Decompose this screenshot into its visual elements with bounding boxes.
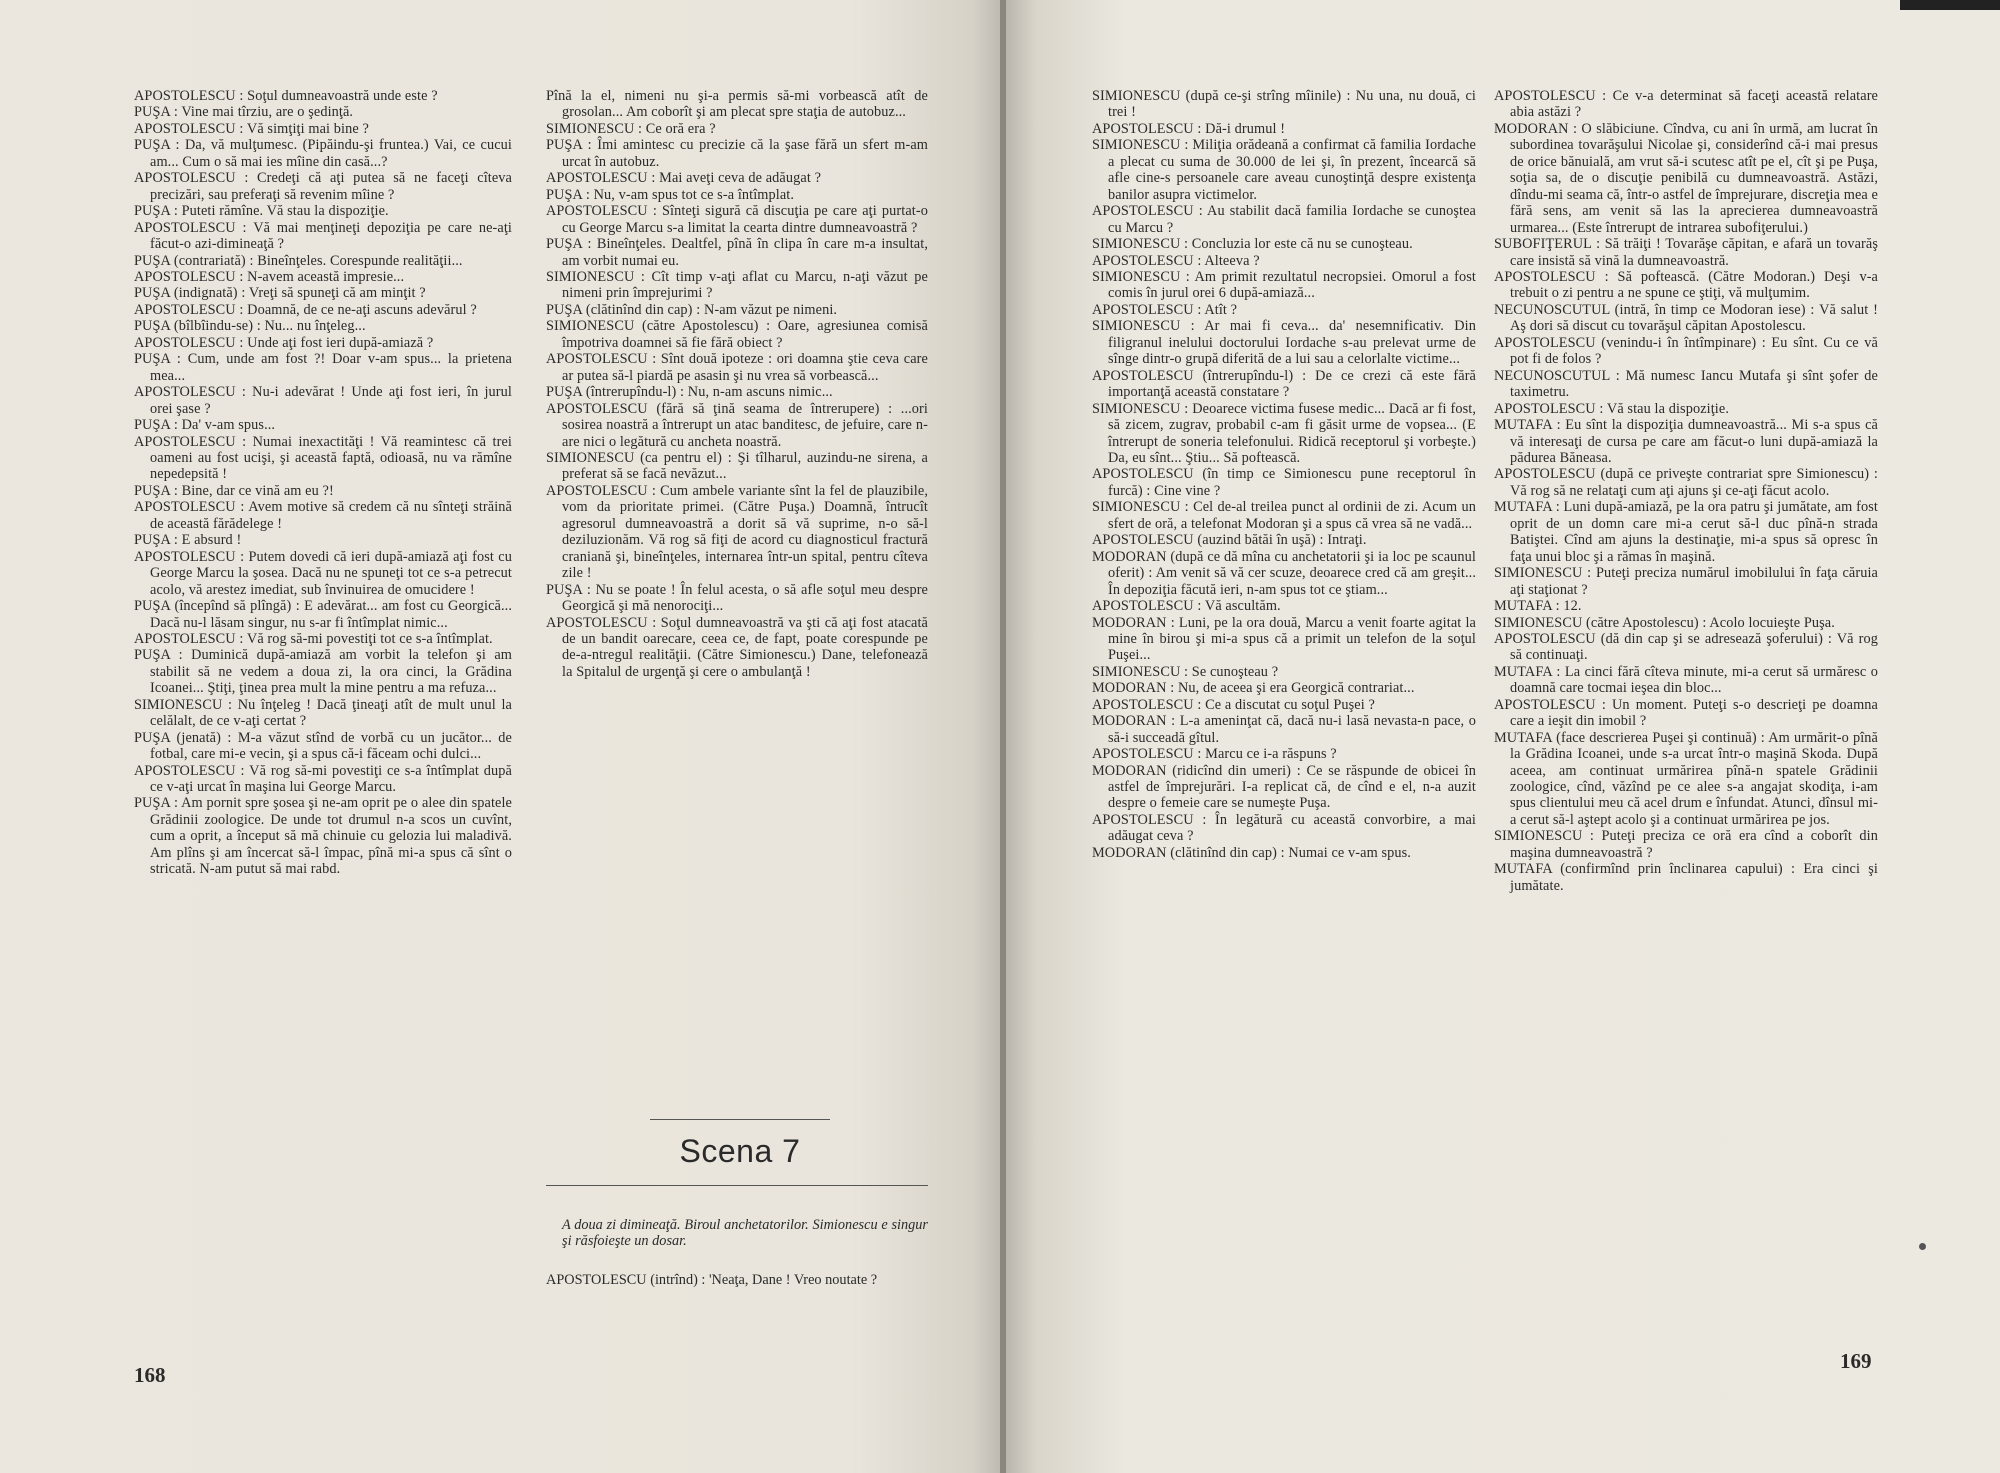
dialogue-line: APOSTOLESCU : Un moment. Puteţi s-o descrieţi pe doamna care a ieşit din imobil ? [1494, 696, 1878, 730]
dialogue-line: PUŞA : Da, vă mulţumesc. (Pipăindu-şi fruntea.) Vai, ce cucui am... Cum o să mai ies mîine din casă...? [134, 137, 512, 170]
dialogue-line: SIMIONESCU (după ce-şi strîng mîinile) : Nu una, nu două, ci trei ! [1092, 88, 1476, 121]
dialogue-line: APOSTOLESCU : Soţul dumneavoastră va şti că aţi fost atacată de un bandit oarecare, ceea ce, de fapt, poate corespunde pe de-a-ntregul realităţii. (Către Simionescu.) Dane, telefonează la Spitalul de urgenţă şi cere o ambulanţă ! [546, 614, 928, 680]
dialogue-line: PUŞA : Nu se poate ! În felul acesta, o să afle soţul meu despre Georgică şi mă nenorociţi... [546, 581, 928, 615]
page-number-right: 169 [1840, 1349, 1872, 1373]
dialogue-line: APOSTOLESCU : Putem dovedi că ieri după-amiază aţi fost cu George Marcu la şosea. Dacă nu ne spuneţi tot ce s-a petrecut acolo, vă arestez imediat, sub învinuirea de omucidere ! [134, 548, 512, 598]
dialogue-line: SIMIONESCU : Ce oră era ? [546, 120, 716, 137]
dialogue-line: SIMIONESCU : Am primit rezultatul necropsiei. Omorul a fost comis în jurul orei 6 după-amiază... [1092, 268, 1476, 302]
dialogue-line: APOSTOLESCU (întrerupîndu-l) : De ce crezi că este fără importanţă această constatare ? [1092, 367, 1476, 401]
dialogue-line: APOSTOLESCU : Să poftească. (Către Modoran.) Deşi v-a trebuit o zi pentru a ne spune ce ştiţi, vă mulţumim. [1494, 268, 1878, 302]
dialogue-line: SUBOFIŢERUL : Să trăiţi ! Tovarăşe căpitan, e afară un tovarăş care insistă să vină la dumneavoastră. [1494, 236, 1878, 269]
dialogue-line: MUTAFA (face descrierea Puşei şi continuă) : Am urmărit-o pînă la Grădina Icoanei, unde s-a urcat într-o maşină Skoda. După aceea, am continuat urmărirea pînă-n spatele Grădinii zoologice, cînd, văzînd pe ce alee s-a angajat skodiţa, i-am spus clientului meu că acel drum e înfundat. Atunci, dînsul mi-a cerut să-l aştept acolo şi a continuat urmărirea pe jos. [1494, 729, 1878, 828]
dialogue-line: MUTAFA : Luni după-amiază, pe la ora patru şi jumătate, am fost oprit de un domn care mi-a cerut să-l duc pînă-n strada Batiştei. Cînd am ajuns la destinaţie, mi-a spus să opresc în faţa unui bloc şi a rămas în maşină. [1494, 499, 1878, 565]
right-column-1 [1092, 88, 1476, 861]
dialogue-line: APOSTOLESCU : Sînteţi sigură că discuţia pe care aţi purtat-o cu George Marcu s-a limitat la cearta dintre dumneavoastră ? [546, 203, 928, 236]
dialogue-line: SIMIONESCU (către Apostolescu) : Oare, agresiunea comisă împotriva doamnei să fie fără obiect ? [546, 318, 928, 351]
dialogue-line: SIMIONESCU : Miliţia orădeană a confirmat că familia Iordache a plecat cu suma de 30.000 de lei şi, în prezent, încearcă să afle cine-s persoanele care aveau cunoştinţă despre existenţa banilor asupra victimelor. [1092, 137, 1476, 203]
scene-7-text [546, 1217, 928, 1288]
dialogue-line: MODORAN : O slăbiciune. Cîndva, cu ani în urmă, am lucrat în subordinea tovarăşului Nicolae şi, considerînd că-i mai presus de orice bănuială, am vrut să-i scutesc atît pe el, cît şi pe Puşa, soţia sa, de o discuţie penibilă cu dumneavoastră. Astăzi, dîndu-mi seama că, într-o astfel de împrejurare, discreţia mea e fără sens, am venit să las la aprecierea dumneavoastră urmarea... (Este întrerupt de intrarea subofiţerului.) [1494, 120, 1878, 236]
dialogue-line: MODORAN (clătinînd din cap) : Numai ce v-am spus. [1092, 844, 1411, 861]
dialogue-line: APOSTOLESCU : Dă-i drumul ! [1092, 120, 1286, 137]
dialogue-line: MODORAN (ridicînd din umeri) : Ce se răspunde de obicei în astfel de împrejurări. I-a replicat că, de cînd e el, n-a auzit despre o femeie care se numeşte Puşa. [1092, 762, 1476, 812]
dialogue-line: APOSTOLESCU : Cum ambele variante sînt la fel de plauzibile, vom da prioritate primei. (Către Puşa.) Doamnă, întrucît agresorul dumneavoastră a dorit să vă suprime, n-o să-l deziluzionăm. Vă rog să fiţi de acord cu diagnosticul fractură craniană şi, bineînţeles, internarea într-un spital, pentru cîteva zile ! [546, 482, 928, 582]
dialogue-line: APOSTOLESCU : În legătură cu această convorbire, a mai adăugat ceva ? [1092, 811, 1476, 845]
dialogue-line: SIMIONESCU : Ar mai fi ceva... da' nesemnificativ. Din filigranul inelului doctorului Iordache s-au prelevat urme de sînge dintr-o grupă diferită de a lui sau a celorlalte victime... [1092, 318, 1476, 368]
dialogue-line: APOSTOLESCU : Atît ? [1092, 301, 1238, 318]
dialogue-line: Pînă la el, nimeni nu şi-a permis să-mi vorbească atît de grosolan... Am coborît şi am plecat spre staţia de autobuz... [546, 88, 928, 121]
dialogue-line: MUTAFA : Eu sînt la dispoziţia dumneavoastră... Mi s-a spus că vă interesaţi de cursa pe care am făcut-o luni după-amiază la pădurea Băneasa. [1494, 417, 1878, 466]
dialogue-line: SIMIONESCU : Cel de-al treilea punct al ordinii de zi. Acum un sfert de oră, a telefonat Modoran şi a spus că vrea să ne vadă... [1092, 499, 1476, 532]
dialogue-line: APOSTOLESCU : Avem motive să credem că nu sînteţi străină de această fărădelege ! [134, 499, 512, 532]
dialogue-line: PUŞA : Vine mai tîrziu, are o şedinţă. [134, 104, 354, 121]
dialogue-line: PUŞA (contrariată) : Bineînţeles. Corespunde realităţii... [134, 252, 463, 269]
dialogue-line: APOSTOLESCU : Vă mai menţineţi depoziţia pe care ne-aţi făcut-o azi-dimineaţă ? [134, 219, 512, 253]
dialogue-line: PUŞA : Nu, v-am spus tot ce s-a întîmplat. [546, 186, 795, 203]
scene-title: Scena 7 [679, 1133, 801, 1169]
dialogue-line: APOSTOLESCU (dă din cap şi se adresează şoferului) : Vă rog să continuaţi. [1494, 630, 1878, 664]
dialogue-line: SIMIONESCU : Se cunoşteau ? [1092, 663, 1279, 680]
dialogue-line: APOSTOLESCU : Vă stau la dispoziţie. [1494, 400, 1729, 417]
scene-rule-bottom [546, 1185, 928, 1186]
dialogue-line: MODORAN : Nu, de aceea şi era Georgică contrariat... [1092, 680, 1415, 697]
dialogue-line: APOSTOLESCU (venindu-i în întîmpinare) : Eu sînt. Cu ce vă pot fi de folos ? [1494, 334, 1878, 368]
dialogue-line: SIMIONESCU (ca pentru el) : Şi tîlharul, auzindu-ne sirena, a preferat să se facă nevăzut... [546, 449, 928, 483]
dialogue-line: APOSTOLESCU (după ce priveşte contrariat spre Simionescu) : Vă rog să ne relataţi cum aţi ajuns şi ce-aţi făcut acolo. [1494, 466, 1878, 499]
dialogue-line: PUŞA (începînd să plîngă) : E adevărat... am fost cu Georgică... Dacă nu-l lăsam singur, nu s-ar fi întîmplat nimic... [134, 598, 512, 631]
dialogue-line: APOSTOLESCU : Soţul dumneavoastră unde este ? [134, 88, 438, 104]
dialogue-line: NECUNOSCUTUL : Mă numesc Iancu Mutafa şi sînt şofer de taximetru. [1494, 367, 1878, 401]
margin-dot [1919, 1243, 1926, 1250]
dialogue-line: APOSTOLESCU : Mai aveţi ceva de adăugat ? [546, 170, 822, 187]
dialogue-line: APOSTOLESCU : Nu-i adevărat ! Unde aţi fost ieri, în jurul orei şase ? [134, 384, 512, 417]
dialogue-line: PUŞA : E absurd ! [134, 532, 242, 549]
dialogue-line: MODORAN (după ce dă mîna cu anchetatorii şi ia loc pe scaunul oferit) : Am venit să vă cer scuze, deoarece cred că am greşit... În depoziţia făcută ieri, n-am spus tot ce ştiam... [1092, 548, 1476, 598]
dialogue-line: PUŞA (indignată) : Vreţi să spuneţi că am minţit ? [134, 285, 426, 302]
dialogue-line: PUŞA (bîlbîindu-se) : Nu... nu înţeleg... [134, 318, 366, 335]
dialogue-line: SIMIONESCU : Puteţi preciza numărul imobilului în faţa căruia aţi staţionat ? [1494, 565, 1878, 598]
dialogue-line: PUŞA (clătinînd din cap) : N-am văzut pe nimeni. [546, 301, 838, 318]
dialogue-line: APOSTOLESCU : Au stabilit dacă familia Iordache se cunoştea cu Marcu ? [1092, 203, 1476, 236]
dialogue-line: APOSTOLESCU : N-avem această impresie... [134, 268, 405, 285]
dialogue-line: SIMIONESCU : Cît timp v-aţi aflat cu Marcu, n-aţi văzut pe nimeni prin împrejurimi ? [546, 268, 928, 302]
dialogue-line: MUTAFA : 12. [1494, 598, 1582, 615]
left-column-2 [546, 88, 928, 680]
dialogue-line: APOSTOLESCU : Vă rog să-mi povestiţi ce s-a întîmplat după ce v-aţi urcat în maşina lui George Marcu. [134, 762, 512, 796]
dialogue-line: APOSTOLESCU (fără să ţină seama de întrerupere) : ...ori sosirea noastră a întrerupt un atac banditesc, de jefuire, care n-are nici o legătură cu ancheta noastră. [546, 400, 928, 450]
dark-edge-strip [1900, 0, 2000, 10]
dialogue-line: APOSTOLESCU : Ce a discutat cu soţul Puşei ? [1092, 696, 1375, 713]
dialogue-line: APOSTOLESCU : Sînt două ipoteze : ori doamna ştie ceva care ar putea să-l piardă pe asasin şi nu vrea să vorbească... [546, 351, 928, 384]
dialogue-line: APOSTOLESCU (auzind bătăi în uşă) : Intraţi. [1092, 532, 1367, 549]
dialogue-line: SIMIONESCU : Puteţi preciza ce oră era cînd a coborît din maşina dumneavoastră ? [1494, 828, 1878, 861]
dialogue-line: APOSTOLESCU : Ce v-a determinat să faceţi această relatare abia astăzi ? [1494, 88, 1878, 121]
dialogue-line: APOSTOLESCU : Alteeva ? [1092, 252, 1260, 269]
dialogue-line: PUŞA (întrerupîndu-l) : Nu, n-am ascuns nimic... [546, 384, 833, 401]
dialogue-line: PUŞA : Duminică după-amiază am vorbit la telefon şi am stabilit să ne vedem a doua zi, la ora cinci, la Grădina Icoanei... Ştiţi, ţinea prea mult la mine pentru a ma refuza... [134, 647, 512, 697]
dialogue-line: SIMIONESCU (către Apostolescu) : Acolo locuieşte Puşa. [1494, 614, 1835, 631]
dialogue-line: MUTAFA : La cinci fără cîteva minute, mi-a cerut să urmăresc o doamnă care tocmai ieşea din bloc... [1494, 663, 1878, 697]
dialogue-line: PUŞA : Îmi amintesc cu precizie că la şase fără un sfert m-am urcat în autobuz. [546, 137, 928, 170]
dialogue-line: APOSTOLESCU (în timp ce Simionescu pune receptorul în furcă) : Cine vine ? [1092, 466, 1476, 499]
scene-rule-top [650, 1119, 830, 1120]
dialogue-line: APOSTOLESCU : Vă simţiţi mai bine ? [134, 120, 369, 137]
dialogue-line: SIMIONESCU : Nu înţeleg ! Dacă ţineaţi atît de mult unul la celălalt, de ce v-aţi certat ? [134, 696, 512, 730]
stage-direction: A doua zi dimineaţă. Biroul anchetatorilor. Simionescu e singur şi răsfoieşte un dosar. [562, 1217, 928, 1250]
dialogue-line: NECUNOSCUTUL (intră, în timp ce Modoran iese) : Vă salut ! Aş dori să discut cu tovarăşul căpitan Apostolescu. [1494, 301, 1878, 335]
dialogue-line: PUŞA : Da' v-am spus... [134, 417, 276, 434]
right-page [1006, 0, 2000, 1473]
page-number-left: 168 [134, 1363, 166, 1387]
dialogue-line: APOSTOLESCU : Numai inexactităţi ! Vă reamintesc că trei oameni au fost ucişi, şi această faptă, odioasă, nu va rămîne nepedepsită ! [134, 433, 512, 483]
dialogue-line: PUŞA : Am pornit spre şosea şi ne-am oprit pe o alee din spatele Grădinii zoologice. De unde tot drumul n-a scos un cuvînt, cum a oprit, a început să mă chinuie cu gelozia lui maladivă. Am plîns şi am încercat să-l împac, pînă mi-a spus că sînt o stricată. N-am putut să mai rabd. [134, 795, 512, 878]
dialogue-line: APOSTOLESCU (intrînd) : 'Neaţa, Dane ! Vreo noutate ? [546, 1271, 878, 1288]
dialogue-line: APOSTOLESCU : Marcu ce i-a răspuns ? [1092, 746, 1337, 763]
left-column-1 [134, 88, 512, 878]
dialogue-line: MODORAN : L-a ameninţat că, dacă nu-i lasă nevasta-n pace, o să-i succeadă gîtul. [1092, 713, 1476, 746]
right-column-2 [1494, 88, 1878, 894]
dialogue-line: APOSTOLESCU : Unde aţi fost ieri după-amiază ? [134, 334, 434, 351]
dialogue-line: APOSTOLESCU : Credeţi că aţi putea să ne faceţi cîteva precizări, sau preferaţi să revenim mîine ? [134, 170, 512, 203]
dialogue-line: APOSTOLESCU : Vă ascultăm. [1092, 598, 1281, 615]
dialogue-line: PUŞA : Bineînţeles. Dealtfel, pînă în clipa în care m-a insultat, am vorbit numai eu. [546, 236, 928, 269]
dialogue-line: PUŞA : Puteti rămîne. Vă stau la dispoziţie. [134, 203, 389, 220]
dialogue-line: MUTAFA (confirmînd prin înclinarea capului) : Era cinci şi jumătate. [1494, 861, 1878, 894]
dialogue-line: MODORAN : Luni, pe la ora două, Marcu a venit foarte agitat la mine în birou şi mi-a spus că a primit un telefon de la soţul Puşei... [1092, 614, 1476, 664]
dialogue-line: SIMIONESCU : Concluzia lor este că nu se cunoşteau. [1092, 236, 1413, 253]
dialogue-line: PUŞA : Cum, unde am fost ?! Doar v-am spus... la prietena mea... [134, 351, 512, 384]
dialogue-line: SIMIONESCU : Deoarece victima fusese medic... Dacă ar fi fost, să zicem, zugrav, probabil c-am fi găsit urme de vopsea... (E întrerupt de soneria telefonului. Ridică receptorul şi vorbeşte.) Da, eu sînt... Ştiu... Să poftească. [1092, 400, 1476, 466]
dialogue-line: APOSTOLESCU : Doamnă, de ce ne-aţi ascuns adevărul ? [134, 301, 477, 318]
dialogue-line: APOSTOLESCU : Vă rog să-mi povestiţi tot ce s-a întîmplat. [134, 630, 493, 647]
dialogue-line: PUŞA : Bine, dar ce vină am eu ?! [134, 482, 334, 499]
dialogue-line: PUŞA (jenată) : M-a văzut stînd de vorbă cu un jucător... de fotbal, care mi-e vecin, şi a spus că-i făceam ochi dulci... [134, 729, 512, 763]
